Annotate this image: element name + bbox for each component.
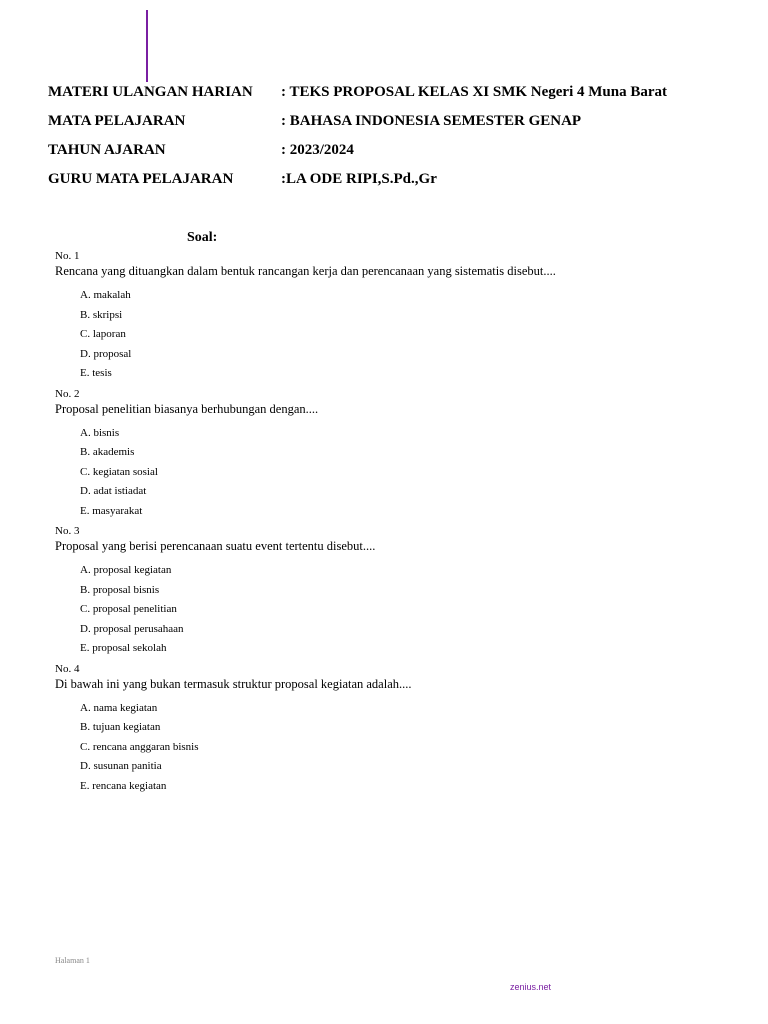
question-3 [0, 525, 768, 659]
option-list [0, 561, 768, 659]
header-row-materi [0, 84, 768, 104]
option-c: C. proposal penelitian [80, 603, 177, 615]
question-number: No. 4 [55, 662, 80, 675]
option-b: B. skripsi [80, 308, 123, 321]
option-b: B. akademis [80, 446, 135, 458]
header-label-mata-pelajaran: MATA PELAJARAN [48, 113, 186, 129]
question-4 [0, 663, 768, 797]
header-label-materi: MATERI ULANGAN HARIAN [48, 84, 253, 100]
option-a: A. makalah [80, 289, 131, 301]
option-d: D. adat istiadat [80, 485, 147, 497]
option-c: C. kegiatan sosial [80, 465, 158, 478]
header-value-guru: :LA ODE RIPI,S.Pd.,Gr [281, 171, 437, 187]
option-list [0, 699, 768, 797]
question-list [0, 250, 768, 800]
header-label-tahun-ajaran: TAHUN AJARAN [48, 142, 166, 158]
option-c: C. laporan [80, 328, 126, 340]
option-list [0, 424, 768, 522]
question-number: No. 3 [55, 525, 80, 537]
option-d: D. susunan panitia [80, 760, 162, 772]
option-d: D. proposal perusahaan [80, 622, 184, 635]
option-e: E. masyarakat [80, 504, 143, 517]
header-label-guru: GURU MATA PELAJARAN [48, 171, 234, 187]
question-1 [0, 250, 768, 384]
question-text: Proposal penelitian biasanya berhubungan dengan.... [55, 401, 319, 416]
header-value-mata-pelajaran: : BAHASA INDONESIA SEMESTER GENAP [281, 113, 582, 129]
soal-title: Soal: [187, 230, 218, 245]
option-e: E. proposal sekolah [80, 642, 167, 654]
question-text: Di bawah ini yang bukan termasuk struktur proposal kegiatan adalah.... [55, 676, 412, 691]
question-text: Rencana yang dituangkan dalam bentuk rancangan kerja dan perencanaan yang sistematis disebut.... [55, 264, 556, 278]
accent-line [146, 10, 148, 82]
question-2 [0, 388, 768, 522]
option-c: C. rencana anggaran bisnis [80, 740, 199, 753]
option-a: A. proposal kegiatan [80, 564, 172, 576]
page-number: Halaman 1 [55, 956, 90, 965]
header-row-mata-pelajaran [0, 113, 768, 133]
option-d: D. proposal [80, 347, 132, 360]
question-number: No. 2 [55, 387, 80, 400]
option-list [0, 286, 768, 384]
header-value-materi: : TEKS PROPOSAL KELAS XI SMK Negeri 4 Muna Barat [281, 84, 668, 100]
option-b: B. proposal bisnis [80, 583, 160, 596]
option-e: E. rencana kegiatan [80, 779, 167, 792]
header-row-tahun-ajaran [0, 142, 768, 162]
option-a: A. bisnis [80, 426, 120, 439]
question-text: Proposal yang berisi perencanaan suatu event tertentu disebut.... [55, 539, 376, 553]
option-b: B. tujuan kegiatan [80, 721, 161, 733]
option-a: A. nama kegiatan [80, 701, 158, 714]
option-e: E. tesis [80, 367, 112, 379]
header-row-guru [0, 171, 768, 191]
header-value-tahun-ajaran: : 2023/2024 [281, 142, 354, 158]
site-watermark[interactable]: zenius.net [510, 982, 552, 992]
question-number: No. 1 [55, 250, 80, 262]
